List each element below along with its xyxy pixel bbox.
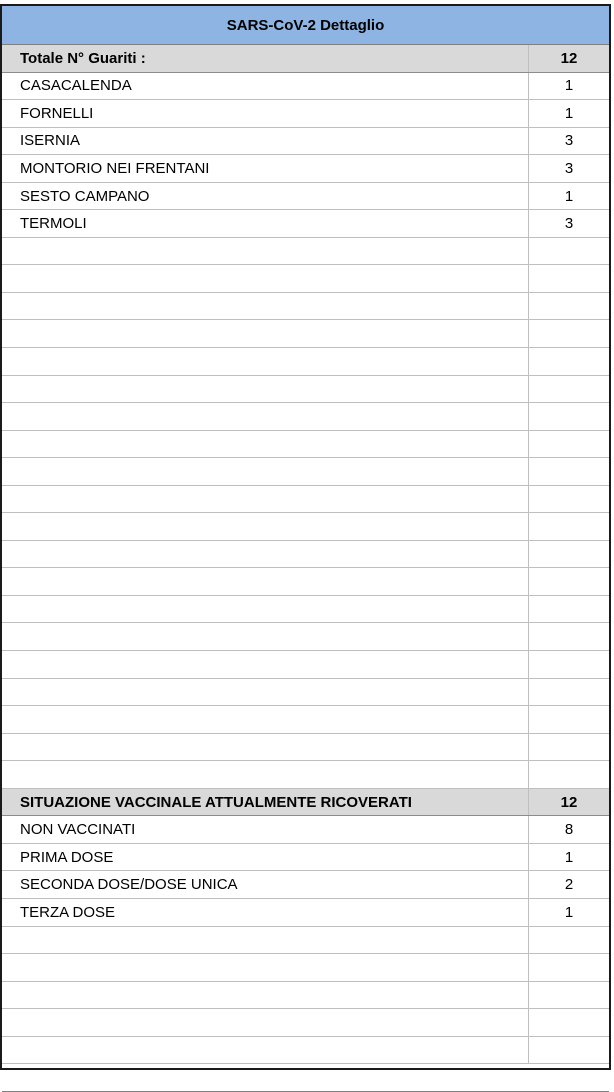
- row-value: [529, 403, 609, 430]
- row-value: [529, 293, 609, 320]
- vaccinale-total: 12: [560, 793, 578, 811]
- row-name: [2, 431, 529, 458]
- row-value: [529, 458, 609, 485]
- row-name: [2, 541, 529, 568]
- row-name: MONTORIO NEI FRENTANI: [2, 155, 529, 182]
- row-value: [529, 982, 609, 1009]
- row-value: 1: [564, 848, 574, 866]
- table-row: [2, 871, 609, 899]
- row-name: [2, 513, 529, 540]
- table-row: [2, 982, 609, 1010]
- row-value: 3: [564, 159, 574, 177]
- row-value: [529, 348, 609, 375]
- row-value: [529, 1037, 609, 1064]
- row-value: [529, 486, 609, 513]
- row-value: [529, 238, 609, 265]
- row-name: [2, 376, 529, 403]
- table-row: [2, 651, 609, 679]
- table-row: [2, 210, 609, 238]
- table-row: [2, 596, 609, 624]
- empty-cell: [2, 1064, 609, 1091]
- row-name: [2, 679, 529, 706]
- row-name: NON VACCINATI: [2, 816, 529, 843]
- table-row: [2, 1009, 609, 1037]
- row-value: 1: [564, 104, 574, 122]
- row-value: [529, 761, 609, 788]
- table-row: [2, 844, 609, 872]
- row-value: 1: [564, 187, 574, 205]
- row-name: [2, 403, 529, 430]
- row-value: 1: [564, 77, 574, 95]
- row-value: 2: [564, 876, 574, 894]
- guariti-label: Totale N° Guariti :: [2, 45, 529, 72]
- table-footer-row: [2, 1064, 609, 1092]
- row-name: [2, 238, 529, 265]
- row-value: [529, 954, 609, 981]
- guariti-header-row: [2, 45, 609, 73]
- table-row: [2, 568, 609, 596]
- row-value: [529, 320, 609, 347]
- table-row: [2, 348, 609, 376]
- table-row: [2, 458, 609, 486]
- row-value: [529, 568, 609, 595]
- row-value: [529, 431, 609, 458]
- row-value: [529, 679, 609, 706]
- table-row: [2, 238, 609, 266]
- row-value: 3: [564, 132, 574, 150]
- vaccinale-header-row: [2, 789, 609, 817]
- row-name: [2, 927, 529, 954]
- row-value: [529, 376, 609, 403]
- row-value: 1: [564, 903, 574, 921]
- row-name: FORNELLI: [2, 100, 529, 127]
- table-row: [2, 899, 609, 927]
- row-name: [2, 458, 529, 485]
- table-row: [2, 734, 609, 762]
- table-row: [2, 513, 609, 541]
- table-row: [2, 183, 609, 211]
- row-name: [2, 954, 529, 981]
- row-name: ISERNIA: [2, 128, 529, 155]
- row-name: SESTO CAMPANO: [2, 183, 529, 210]
- vaccinale-rows: [2, 816, 609, 1064]
- row-value: [529, 651, 609, 678]
- table-row: [2, 679, 609, 707]
- row-name: [2, 486, 529, 513]
- row-name: TERMOLI: [2, 210, 529, 237]
- row-name: [2, 568, 529, 595]
- table-title: SARS-CoV-2 Dettaglio: [2, 6, 609, 45]
- table-row: [2, 376, 609, 404]
- table-row: [2, 541, 609, 569]
- row-value: 8: [564, 821, 574, 839]
- table-row: [2, 623, 609, 651]
- row-value: [529, 623, 609, 650]
- table-row: [2, 954, 609, 982]
- table-row: [2, 927, 609, 955]
- table-row: [2, 265, 609, 293]
- row-name: [2, 1037, 529, 1064]
- table-row: [2, 486, 609, 514]
- row-name: [2, 1009, 529, 1036]
- table-row: [2, 128, 609, 156]
- detail-table: [0, 4, 611, 1070]
- table-row: [2, 320, 609, 348]
- row-value: [529, 1009, 609, 1036]
- row-name: PRIMA DOSE: [2, 844, 529, 871]
- row-name: [2, 706, 529, 733]
- row-name: [2, 761, 529, 788]
- row-value: [529, 706, 609, 733]
- guariti-rows: [2, 73, 609, 789]
- row-value: [529, 513, 609, 540]
- row-name: [2, 596, 529, 623]
- row-name: [2, 651, 529, 678]
- row-name: [2, 348, 529, 375]
- guariti-total: 12: [560, 49, 578, 67]
- row-name: CASACALENDA: [2, 73, 529, 100]
- table-row: [2, 403, 609, 431]
- row-value: 3: [564, 215, 574, 233]
- row-name: [2, 320, 529, 347]
- table-row: [2, 293, 609, 321]
- table-row: [2, 155, 609, 183]
- table-row: [2, 761, 609, 789]
- row-value: [529, 541, 609, 568]
- row-name: SECONDA DOSE/DOSE UNICA: [2, 871, 529, 898]
- row-value: [529, 596, 609, 623]
- row-value: [529, 734, 609, 761]
- table-row: [2, 1037, 609, 1065]
- row-name: TERZA DOSE: [2, 899, 529, 926]
- vaccinale-label: SITUAZIONE VACCINALE ATTUALMENTE RICOVERATI: [2, 789, 529, 816]
- row-name: [2, 623, 529, 650]
- row-name: [2, 982, 529, 1009]
- row-value: [529, 265, 609, 292]
- table-row: [2, 816, 609, 844]
- table-row: [2, 431, 609, 459]
- table-row: [2, 706, 609, 734]
- table-row: [2, 73, 609, 101]
- row-name: [2, 734, 529, 761]
- table-row: [2, 100, 609, 128]
- row-name: [2, 265, 529, 292]
- row-value: [529, 927, 609, 954]
- row-name: [2, 293, 529, 320]
